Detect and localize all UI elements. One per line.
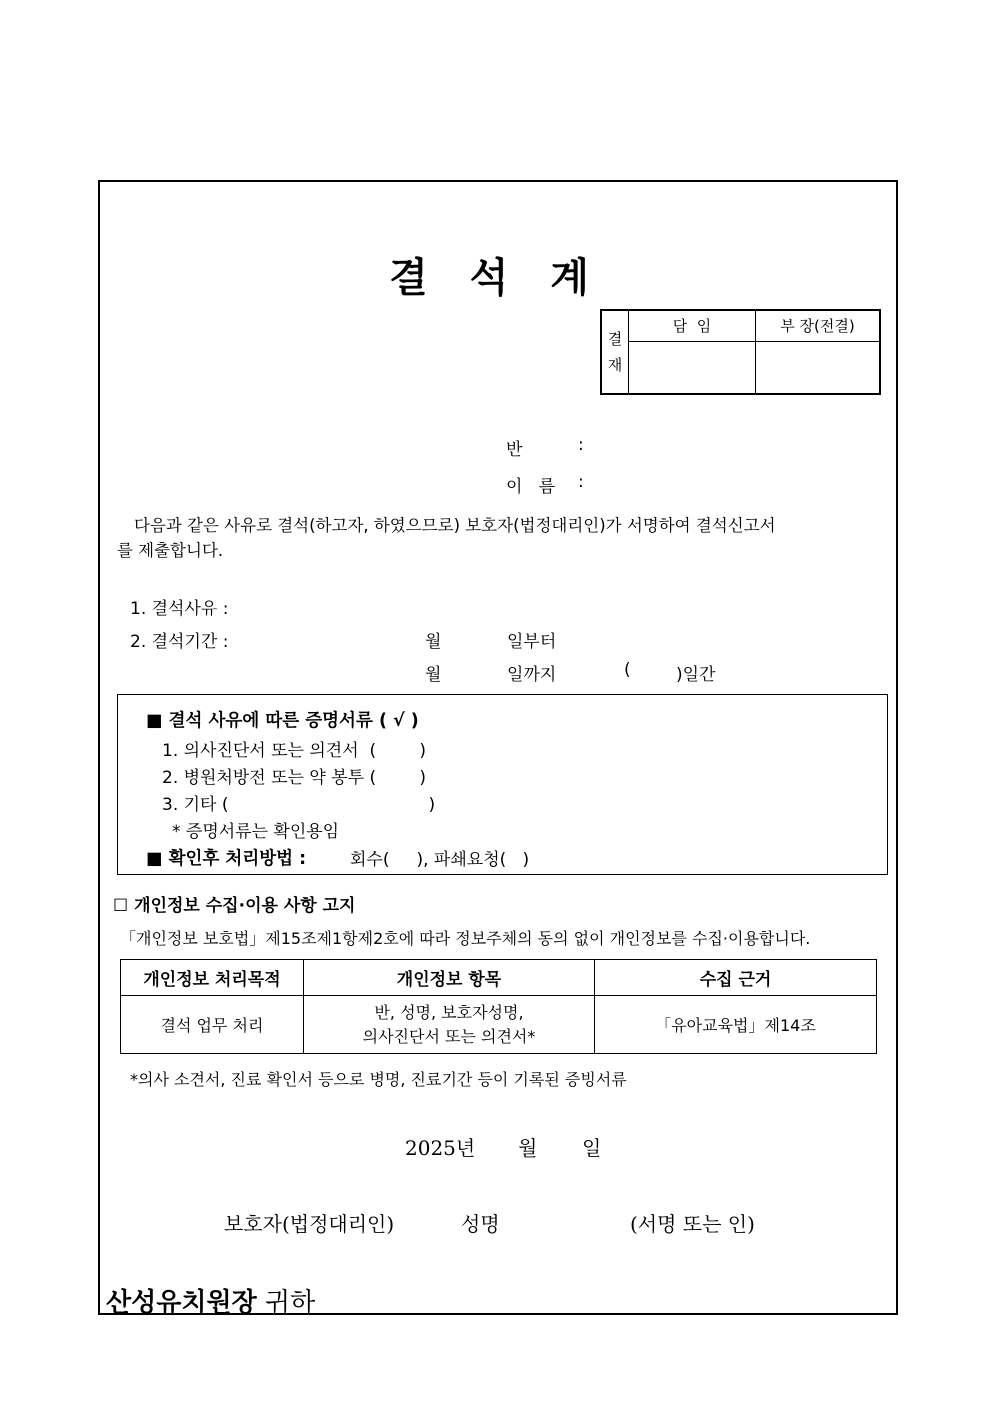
date-day: 일 [582, 1136, 602, 1160]
privacy-basis-cell: 「유아교육법」제14조 [595, 996, 877, 1054]
guardian-name-field[interactable] [520, 1205, 620, 1235]
privacy-footnote: *의사 소견서, 진료 확인서 등으로 병명, 진료기간 등이 기록된 증빙서류 [130, 1070, 627, 1089]
processing-method-options[interactable]: 회수( ), 파쇄요청( ) [350, 850, 530, 870]
start-month-label: 월 [425, 632, 442, 652]
name-colon: : [578, 472, 584, 492]
privacy-purpose-cell: 결석 업무 처리 [121, 996, 304, 1054]
table-row [121, 996, 877, 1054]
approval-box [600, 309, 881, 395]
homeroom-sign-cell[interactable] [629, 341, 756, 394]
approval-homeroom-header: 담 임 [629, 310, 756, 341]
signature-field[interactable]: (서명 또는 인) [630, 1212, 755, 1236]
privacy-header-basis: 수집 근거 [595, 960, 877, 996]
privacy-header-purpose: 개인정보 처리목적 [121, 960, 304, 996]
head-sign-cell[interactable] [756, 341, 881, 394]
approval-side-label: 결 재 [601, 310, 629, 394]
class-colon: : [578, 435, 584, 455]
evidence-note: * 증명서류는 확인용임 [172, 822, 340, 842]
page-title: 결 석 계 [389, 254, 603, 301]
date-month: 월 [518, 1136, 538, 1160]
class-label: 반 [506, 440, 523, 460]
intro-line-1: 다음과 같은 사유로 결석(하고자, 하였으므로) 보호자(법정대리인)가 서명하여 결석신고서 [134, 516, 776, 535]
approval-head-header: 부 장(전결) [756, 310, 881, 341]
name-field[interactable] [596, 469, 866, 495]
privacy-heading: ☐ 개인정보 수집·이용 사항 고지 [113, 896, 356, 916]
evidence-box [117, 694, 888, 875]
privacy-table [120, 959, 877, 1054]
end-day-label: 일까지 [507, 665, 557, 685]
name-label: 이 름 [506, 477, 556, 497]
addressee [106, 1282, 315, 1319]
processing-method-heading: ■ 확인후 처리방법 : [146, 849, 307, 869]
recipient-name: 산성유치원장 [106, 1288, 257, 1318]
guardian-name-label: 성명 [461, 1212, 500, 1236]
days-count-label: )일간 [676, 665, 716, 685]
absence-period-label: 2. 결석기간 : [130, 632, 229, 652]
absence-reason-field[interactable] [250, 591, 850, 617]
evidence-item-other[interactable]: 3. 기타 ( ) [162, 795, 436, 815]
class-field[interactable] [596, 432, 866, 458]
date-year: 2025년 [405, 1136, 476, 1160]
privacy-items-cell: 반, 성명, 보호자성명, 의사진단서 또는 의견서* [304, 996, 595, 1054]
guardian-label: 보호자(법정대리인) [224, 1212, 395, 1236]
privacy-header-items: 개인정보 항목 [304, 960, 595, 996]
start-day-label: 일부터 [507, 632, 557, 652]
privacy-law-text: 「개인정보 보호법」제15조제1항제2호에 따라 정보주체의 동의 없이 개인정보를 수집·이용합니다. [120, 929, 811, 948]
end-month-label: 월 [425, 665, 442, 685]
evidence-item-prescription[interactable]: 2. 병원처방전 또는 약 봉투 ( ) [162, 768, 426, 788]
absence-reason-label: 1. 결석사유 : [130, 599, 229, 619]
evidence-item-doctor-note[interactable]: 1. 의사진단서 또는 의견서 ( ) [162, 741, 426, 761]
days-open-paren: ( [624, 660, 631, 680]
intro-line-2: 를 제출합니다. [117, 541, 224, 560]
evidence-heading: ■ 결석 사유에 따른 증명서류 ( √ ) [146, 711, 419, 731]
recipient-suffix: 귀하 [264, 1288, 316, 1318]
